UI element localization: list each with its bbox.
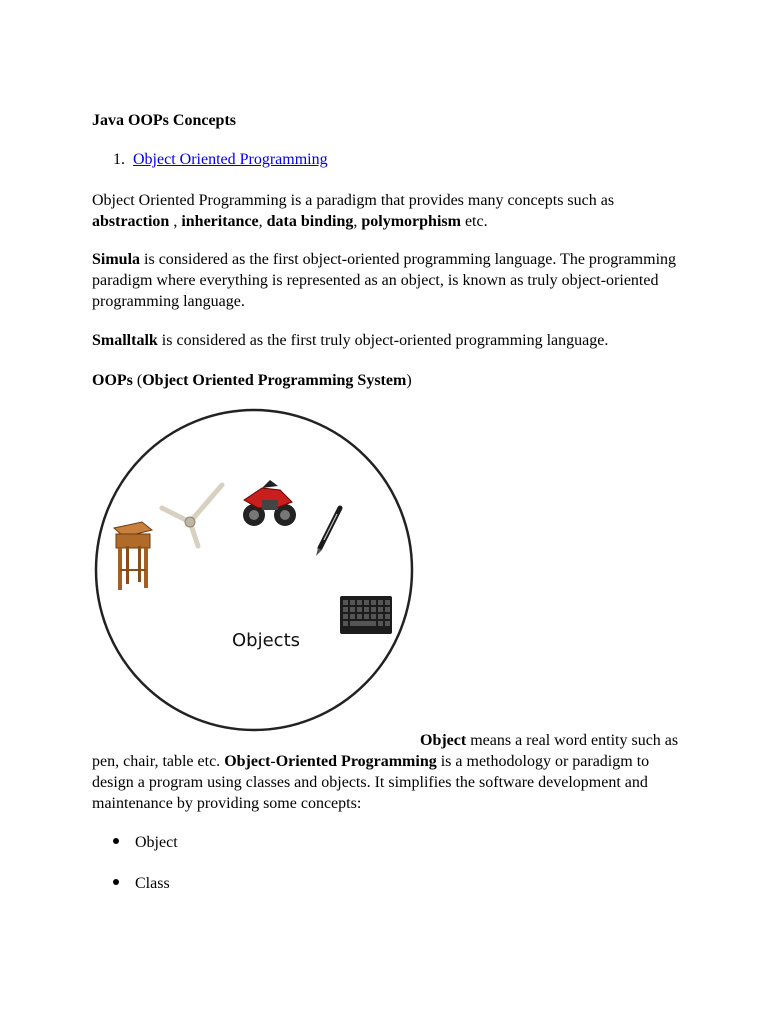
paragraph-intro — [92, 190, 692, 232]
objects-label: Objects — [232, 630, 301, 651]
objects-figure — [92, 400, 420, 738]
sep-2: , — [258, 213, 267, 230]
term-object: Object — [420, 732, 467, 749]
oops-paren-close: ) — [406, 372, 412, 389]
object-text-1: means a real word entity such as pen, chair, table etc. — [92, 732, 679, 770]
hyphen: - — [270, 753, 276, 770]
term-inheritance: inheritance — [181, 213, 259, 230]
heading-oops — [92, 370, 692, 391]
smalltalk-text: is considered as the first truly object-oriented programming language. — [157, 332, 609, 349]
term-smalltalk: Smalltalk — [92, 332, 158, 349]
term-object-2: Object — [224, 753, 271, 770]
intro-text: Object Oriented Programming is a paradigm that provides many concepts such as — [92, 192, 615, 209]
bullet-dot — [113, 879, 119, 885]
bullet-text: Object — [135, 834, 178, 851]
term-simula: Simula — [92, 251, 141, 268]
term-oriented-programming: Oriented Programming — [275, 753, 437, 770]
sep-1: , — [169, 213, 182, 230]
oop-link[interactable]: Object Oriented Programming — [133, 151, 328, 168]
sep-3: , — [353, 213, 362, 230]
object-text-2: is a methodology or paradigm to design a program using classes and objects. It simplifies the software development and maintenance by providing some concepts: — [92, 753, 650, 812]
paragraph-smalltalk — [92, 330, 692, 351]
keyboard-icon — [340, 596, 392, 634]
bullet-dot — [113, 838, 119, 844]
objects-diagram — [92, 400, 420, 738]
term-polymorphism: polymorphism — [361, 213, 461, 230]
simula-text: is considered as the first object-oriented programming language. The programming paradigm where everything is represented as an object, is known as truly object-oriented programming language. — [92, 251, 677, 310]
paragraph-simula — [92, 249, 692, 312]
term-data-binding: data binding — [266, 213, 354, 230]
term-oops-full: Object Oriented Programming System — [142, 372, 407, 389]
page-title: Java OOPs Concepts — [92, 112, 236, 129]
bullet-text: Class — [135, 875, 170, 892]
oops-paren-open: ( — [132, 372, 143, 389]
bullet-item — [113, 834, 178, 852]
term-oops: OOPs — [92, 372, 133, 389]
term-abstraction: abstraction — [92, 213, 170, 230]
intro-end: etc. — [460, 213, 488, 230]
list-number: 1. — [113, 151, 125, 168]
bullet-item — [113, 875, 170, 893]
ordered-list-item — [113, 151, 328, 169]
paragraph-object-definition — [92, 730, 692, 814]
